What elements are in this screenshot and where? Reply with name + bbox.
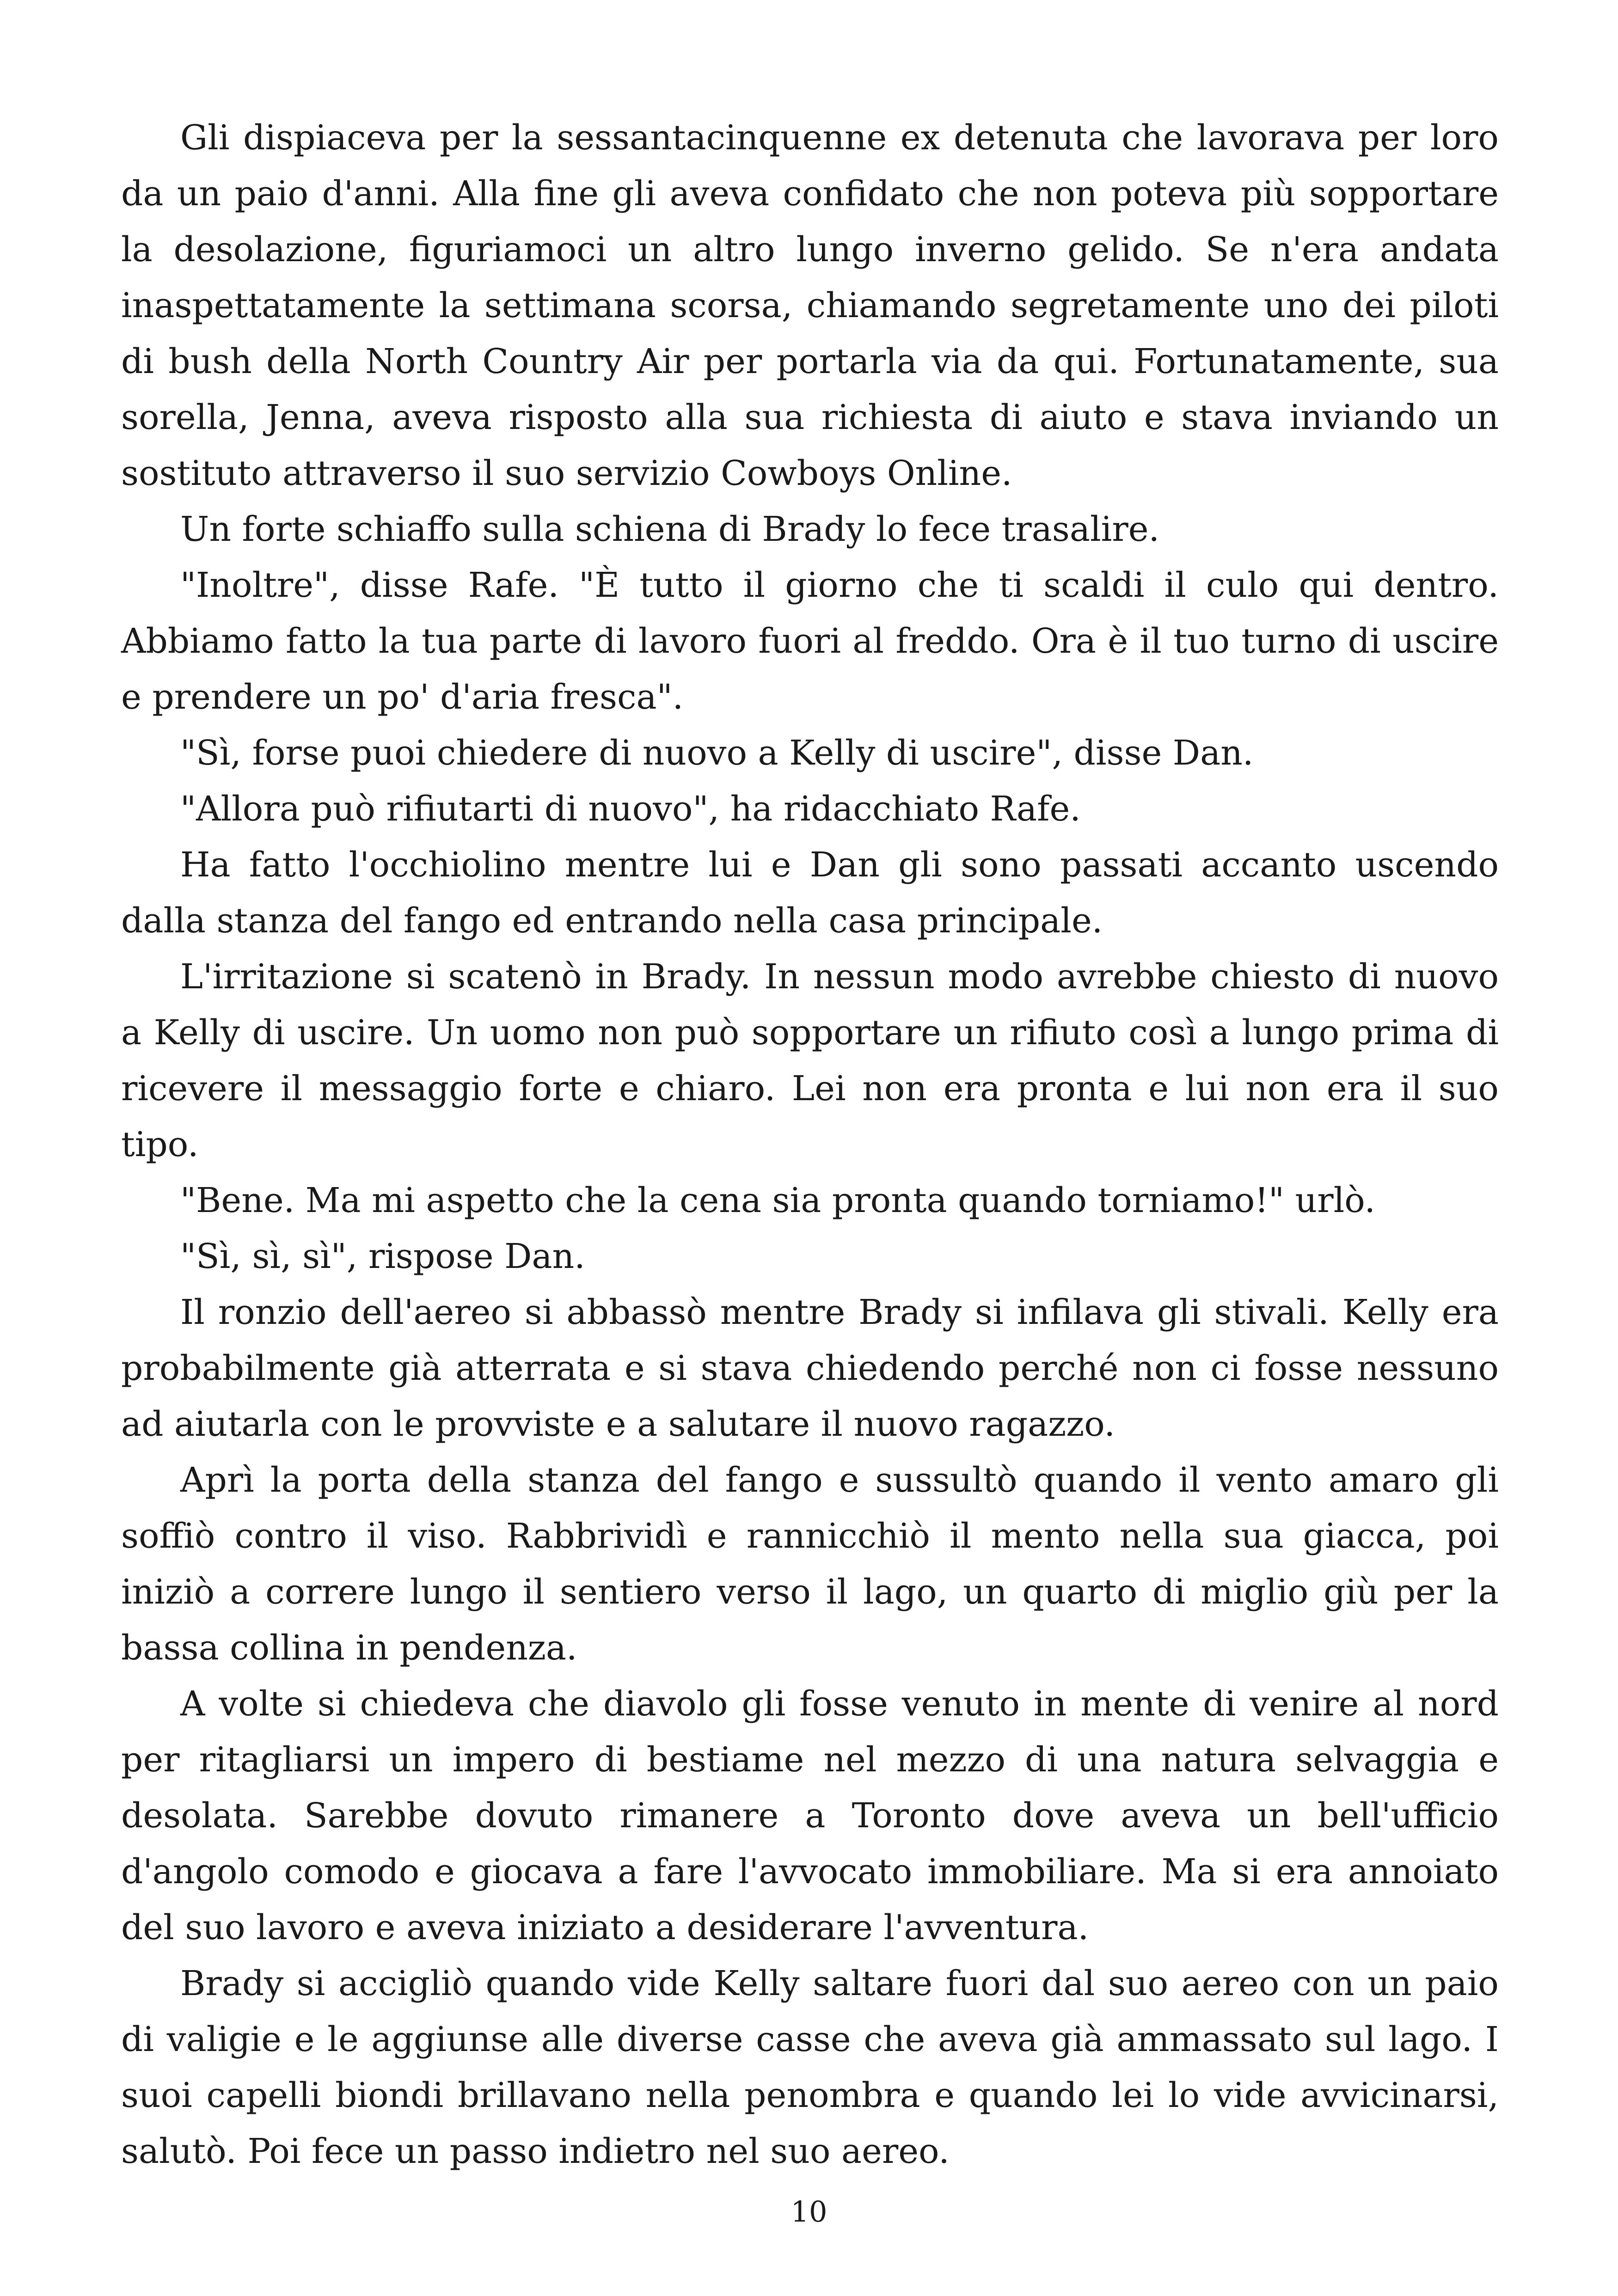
paragraph: Il ronzio dell'aereo si abbassò mentre Brady si infilava gli stivali. Kelly era probabilmente già atterrata e si stava chiedendo perché non ci fosse nessuno ad aiutarla con le provviste e a salutare il nuovo ragazzo. <box>121 1292 1499 1444</box>
paragraph: Ha fatto l'occhiolino mentre lui e Dan gli sono passati accanto uscendo dalla stanza del fango ed entrando nella casa principale. <box>121 845 1499 941</box>
paragraph: Gli dispiaceva per la sessantacinquenne ex detenuta che lavorava per loro da un paio d'anni. Alla fine gli aveva confidato che non poteva più sopportare la desolazione, figuriamoci un altro lungo inverno gelido. Se n'era andata inaspettatamente la settimana scorsa, chiamando segretamente uno dei piloti di bush della North Country Air per portarla via da qui. Fortunatamente, sua sorella, Jenna, aveva risposto alla sua richiesta di aiuto e stava inviando un sostituto attraverso il suo servizio Cowboys Online. <box>121 118 1499 493</box>
body-text <box>121 110 1499 2180</box>
paragraph: "Inoltre", disse Rafe. "È tutto il giorno che ti scaldi il culo qui dentro. Abbiamo fatto la tua parte di lavoro fuori al freddo. Ora è il tuo turno di uscire e prendere un po' d'aria fresca". <box>121 565 1499 717</box>
paragraph: "Bene. Ma mi aspetto che la cena sia pronta quando torniamo!" urlò. <box>180 1181 1376 1220</box>
paragraph: Aprì la porta della stanza del fango e sussultò quando il vento amaro gli soffiò contro il viso. Rabbrividì e rannicchiò il mento nella sua giacca, poi iniziò a correre lungo il sentiero verso il lago, un quarto di miglio giù per la bassa collina in pendenza. <box>121 1460 1499 1668</box>
paragraph: "Sì, forse puoi chiedere di nuovo a Kelly di uscire", disse Dan. <box>180 733 1254 773</box>
paragraph: "Allora può rifiutarti di nuovo", ha ridacchiato Rafe. <box>180 789 1081 829</box>
paragraph: L'irritazione si scatenò in Brady. In nessun modo avrebbe chiesto di nuovo a Kelly di uscire. Un uomo non può sopportare un rifiuto così a lungo prima di ricevere il messaggio forte e chiaro. Lei non era pronta e lui non era il suo tipo. <box>121 957 1499 1164</box>
paragraph: A volte si chiedeva che diavolo gli fosse venuto in mente di venire al nord per ritagliarsi un impero di bestiame nel mezzo di una natura selvaggia e desolata. Sarebbe dovuto rimanere a Toronto dove aveva un bell'ufficio d'angolo comodo e giocava a fare l'avvocato immobiliare. Ma si era annoiato del suo lavoro e aveva iniziato a desiderare l'avventura. <box>121 1684 1499 1947</box>
paragraph: Un forte schiaffo sulla schiena di Brady lo fece trasalire. <box>180 509 1160 549</box>
page-number: 10 <box>791 2195 827 2229</box>
paragraph: "Sì, sì, sì", rispose Dan. <box>180 1237 585 1276</box>
paragraph: Brady si accigliò quando vide Kelly saltare fuori dal suo aereo con un paio di valigie e le aggiunse alle diverse casse che aveva già ammassato sul lago. I suoi capelli biondi brillavano nella penombra e quando lei lo vide avvicinarsi, salutò. Poi fece un passo indietro nel suo aereo. <box>121 1964 1499 2171</box>
